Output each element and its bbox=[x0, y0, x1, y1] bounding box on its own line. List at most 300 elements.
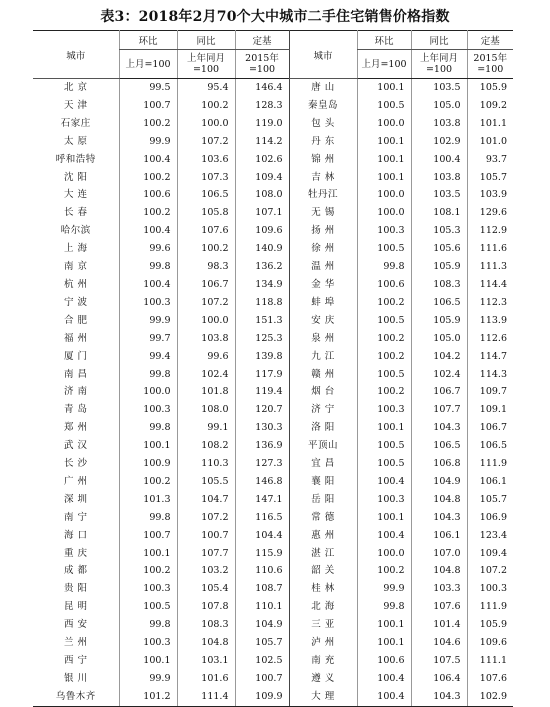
right-mom-cell: 100.4 bbox=[357, 688, 411, 706]
left-mom-cell: 100.3 bbox=[119, 634, 177, 652]
left-base-cell: 125.3 bbox=[235, 330, 289, 348]
left-city-cell: 上 海 bbox=[63, 243, 88, 255]
left-city-cell: 长 沙 bbox=[63, 458, 88, 470]
left-mom-cell: 99.4 bbox=[119, 348, 177, 366]
left-mom-cell: 100.3 bbox=[119, 294, 177, 312]
header-base-sub-left: 2015年=100 bbox=[235, 50, 289, 79]
right-yoy-cell: 105.9 bbox=[411, 312, 467, 330]
right-mom-cell: 100.1 bbox=[357, 79, 411, 97]
right-mom-cell: 100.2 bbox=[357, 383, 411, 401]
right-base-cell: 112.6 bbox=[467, 330, 513, 348]
left-base-cell: 130.3 bbox=[235, 419, 289, 437]
right-mom-cell: 99.8 bbox=[357, 598, 411, 616]
right-city-cell: 吉 林 bbox=[311, 171, 335, 183]
left-base-cell: 114.2 bbox=[235, 133, 289, 151]
left-mom-cell: 99.9 bbox=[119, 312, 177, 330]
left-city-cell: 兰 州 bbox=[63, 637, 88, 649]
right-mom-cell: 100.3 bbox=[357, 222, 411, 240]
left-city-cell: 广 州 bbox=[63, 475, 88, 487]
left-yoy-cell: 100.2 bbox=[177, 97, 235, 115]
right-city-cell: 南 充 bbox=[311, 655, 335, 666]
left-yoy-cell: 107.2 bbox=[177, 133, 235, 151]
right-yoy-cell: 103.3 bbox=[411, 580, 467, 598]
right-city-cell: 惠 州 bbox=[311, 529, 335, 541]
left-yoy-cell: 111.4 bbox=[177, 688, 235, 706]
left-mom-cell: 100.1 bbox=[119, 437, 177, 455]
left-yoy-cell: 103.2 bbox=[177, 562, 235, 580]
left-mom-cell: 99.8 bbox=[119, 258, 177, 276]
right-mom-cell: 100.1 bbox=[357, 133, 411, 151]
left-mom-cell: 99.8 bbox=[119, 616, 177, 634]
left-yoy-cell: 100.0 bbox=[177, 312, 235, 330]
right-mom-cell: 100.0 bbox=[357, 545, 411, 563]
right-city-cell: 锦 州 bbox=[311, 153, 335, 165]
right-yoy-cell: 106.4 bbox=[411, 670, 467, 688]
left-mom-cell: 101.3 bbox=[119, 491, 177, 509]
left-base-cell: 119.0 bbox=[235, 115, 289, 133]
right-mom-cell: 100.0 bbox=[357, 186, 411, 204]
left-yoy-cell: 107.6 bbox=[177, 222, 235, 240]
right-base-cell: 112.9 bbox=[467, 222, 513, 240]
right-mom-cell: 100.1 bbox=[357, 616, 411, 634]
left-city-cell: 南 宁 bbox=[63, 511, 88, 523]
left-city-cell: 武 汉 bbox=[63, 440, 88, 452]
left-city-cell: 郑 州 bbox=[63, 422, 88, 434]
right-city-cell: 秦皇岛 bbox=[307, 99, 338, 111]
right-mom-cell: 99.9 bbox=[357, 580, 411, 598]
table-row bbox=[33, 491, 513, 509]
right-base-cell: 105.9 bbox=[467, 79, 513, 97]
right-yoy-cell: 107.7 bbox=[411, 401, 467, 419]
right-base-cell: 114.7 bbox=[467, 348, 513, 366]
right-base-cell: 106.1 bbox=[467, 473, 513, 491]
left-base-cell: 146.4 bbox=[235, 79, 289, 97]
right-base-cell: 93.7 bbox=[467, 151, 513, 169]
right-mom-cell: 100.1 bbox=[357, 634, 411, 652]
left-city-cell: 南 昌 bbox=[63, 368, 88, 380]
right-city-cell: 遵 义 bbox=[311, 672, 335, 684]
left-yoy-cell: 105.8 bbox=[177, 204, 235, 222]
header-base-right: 定基 bbox=[467, 31, 513, 50]
left-mom-cell: 99.9 bbox=[119, 133, 177, 151]
left-city-cell: 天 津 bbox=[63, 99, 88, 111]
left-base-cell: 134.9 bbox=[235, 276, 289, 294]
right-base-cell: 105.7 bbox=[467, 169, 513, 187]
left-yoy-cell: 107.2 bbox=[177, 294, 235, 312]
right-mom-cell: 100.1 bbox=[357, 419, 411, 437]
left-yoy-cell: 107.3 bbox=[177, 169, 235, 187]
left-city-cell: 哈尔滨 bbox=[60, 225, 91, 237]
right-mom-cell: 100.5 bbox=[357, 366, 411, 384]
right-yoy-cell: 106.5 bbox=[411, 294, 467, 312]
table-row bbox=[33, 366, 513, 384]
right-mom-cell: 100.0 bbox=[357, 204, 411, 222]
left-mom-cell: 100.3 bbox=[119, 580, 177, 598]
right-base-cell: 109.2 bbox=[467, 97, 513, 115]
left-base-cell: 108.7 bbox=[235, 580, 289, 598]
right-base-cell: 106.5 bbox=[467, 437, 513, 455]
table-row bbox=[33, 97, 513, 115]
table-row bbox=[33, 652, 513, 670]
left-mom-cell: 100.4 bbox=[119, 276, 177, 294]
table-row bbox=[33, 151, 513, 169]
left-mom-cell: 100.2 bbox=[119, 169, 177, 187]
right-yoy-cell: 103.8 bbox=[411, 115, 467, 133]
left-city-cell: 太 原 bbox=[63, 135, 88, 147]
header-yoy-sub-left: 上年同月=100 bbox=[177, 50, 235, 79]
left-yoy-cell: 110.3 bbox=[177, 455, 235, 473]
left-base-cell: 105.7 bbox=[235, 634, 289, 652]
header-base-sub-right: 2015年=100 bbox=[467, 50, 513, 79]
right-city-cell: 丹 东 bbox=[311, 135, 335, 147]
right-mom-cell: 99.8 bbox=[357, 258, 411, 276]
left-mom-cell: 100.2 bbox=[119, 562, 177, 580]
right-yoy-cell: 105.0 bbox=[411, 330, 467, 348]
left-yoy-cell: 100.7 bbox=[177, 527, 235, 545]
right-base-cell: 129.6 bbox=[467, 204, 513, 222]
left-city-cell: 长 春 bbox=[63, 207, 88, 219]
right-city-cell: 金 华 bbox=[311, 278, 335, 290]
right-city-cell: 九 江 bbox=[311, 350, 335, 362]
left-yoy-cell: 103.1 bbox=[177, 652, 235, 670]
table-row bbox=[33, 330, 513, 348]
left-base-cell: 109.6 bbox=[235, 222, 289, 240]
left-yoy-cell: 99.1 bbox=[177, 419, 235, 437]
table-row bbox=[33, 240, 513, 258]
right-mom-cell: 100.2 bbox=[357, 294, 411, 312]
right-mom-cell: 100.3 bbox=[357, 491, 411, 509]
right-yoy-cell: 104.3 bbox=[411, 688, 467, 706]
left-mom-cell: 100.2 bbox=[119, 115, 177, 133]
left-base-cell: 119.4 bbox=[235, 383, 289, 401]
right-base-cell: 106.7 bbox=[467, 419, 513, 437]
table-row bbox=[33, 222, 513, 240]
right-base-cell: 100.3 bbox=[467, 580, 513, 598]
right-base-cell: 107.6 bbox=[467, 670, 513, 688]
left-yoy-cell: 108.2 bbox=[177, 437, 235, 455]
right-base-cell: 106.9 bbox=[467, 509, 513, 527]
left-base-cell: 100.7 bbox=[235, 670, 289, 688]
right-base-cell: 109.7 bbox=[467, 383, 513, 401]
right-yoy-cell: 106.1 bbox=[411, 527, 467, 545]
left-city-cell: 杭 州 bbox=[63, 278, 88, 290]
right-city-cell: 洛 阳 bbox=[311, 422, 335, 434]
left-mom-cell: 100.3 bbox=[119, 401, 177, 419]
header-yoy-right: 同比 bbox=[411, 31, 467, 50]
table-row bbox=[33, 670, 513, 688]
right-mom-cell: 100.6 bbox=[357, 276, 411, 294]
header-yoy-sub-right: 上年同月=100 bbox=[411, 50, 467, 79]
left-mom-cell: 99.5 bbox=[119, 79, 177, 97]
left-mom-cell: 99.6 bbox=[119, 240, 177, 258]
left-yoy-cell: 107.2 bbox=[177, 509, 235, 527]
left-yoy-cell: 100.0 bbox=[177, 115, 235, 133]
right-yoy-cell: 100.4 bbox=[411, 151, 467, 169]
left-mom-cell: 100.1 bbox=[119, 652, 177, 670]
table-row bbox=[33, 133, 513, 151]
left-yoy-cell: 107.8 bbox=[177, 598, 235, 616]
left-city-cell: 重 庆 bbox=[63, 547, 88, 559]
left-yoy-cell: 102.4 bbox=[177, 366, 235, 384]
left-base-cell: 146.8 bbox=[235, 473, 289, 491]
right-yoy-cell: 104.2 bbox=[411, 348, 467, 366]
left-city-cell: 海 口 bbox=[63, 529, 88, 541]
left-base-cell: 151.3 bbox=[235, 312, 289, 330]
table-row bbox=[33, 383, 513, 401]
table-row bbox=[33, 545, 513, 563]
right-base-cell: 111.1 bbox=[467, 652, 513, 670]
left-base-cell: 128.3 bbox=[235, 97, 289, 115]
left-city-cell: 西 安 bbox=[63, 619, 88, 631]
right-yoy-cell: 107.6 bbox=[411, 598, 467, 616]
right-mom-cell: 100.5 bbox=[357, 240, 411, 258]
right-mom-cell: 100.5 bbox=[357, 312, 411, 330]
right-mom-cell: 100.5 bbox=[357, 455, 411, 473]
right-city-cell: 襄 阳 bbox=[311, 475, 335, 487]
right-yoy-cell: 104.3 bbox=[411, 509, 467, 527]
right-yoy-cell: 104.8 bbox=[411, 562, 467, 580]
table-row bbox=[33, 115, 513, 133]
header-city-right: 城市 bbox=[289, 31, 357, 79]
right-city-cell: 赣 州 bbox=[311, 368, 335, 380]
left-mom-cell: 100.2 bbox=[119, 204, 177, 222]
right-base-cell: 112.3 bbox=[467, 294, 513, 312]
left-base-cell: 147.1 bbox=[235, 491, 289, 509]
right-city-cell: 唐 山 bbox=[311, 82, 335, 93]
left-base-cell: 118.8 bbox=[235, 294, 289, 312]
right-base-cell: 101.1 bbox=[467, 115, 513, 133]
left-base-cell: 117.9 bbox=[235, 366, 289, 384]
header-mom-right: 环比 bbox=[357, 31, 411, 50]
left-base-cell: 110.6 bbox=[235, 562, 289, 580]
table-header bbox=[33, 31, 513, 79]
right-city-cell: 北 海 bbox=[311, 601, 335, 613]
right-base-cell: 109.1 bbox=[467, 401, 513, 419]
right-base-cell: 107.2 bbox=[467, 562, 513, 580]
right-city-cell: 桂 林 bbox=[311, 583, 335, 595]
table-row bbox=[33, 258, 513, 276]
left-yoy-cell: 105.5 bbox=[177, 473, 235, 491]
right-base-cell: 111.9 bbox=[467, 455, 513, 473]
left-yoy-cell: 107.7 bbox=[177, 545, 235, 563]
table-row bbox=[33, 455, 513, 473]
left-mom-cell: 100.6 bbox=[119, 186, 177, 204]
right-mom-cell: 100.4 bbox=[357, 473, 411, 491]
table-row bbox=[33, 419, 513, 437]
left-base-cell: 104.9 bbox=[235, 616, 289, 634]
left-yoy-cell: 106.5 bbox=[177, 186, 235, 204]
table-body bbox=[33, 79, 513, 707]
right-city-cell: 徐 州 bbox=[311, 243, 335, 255]
left-mom-cell: 100.4 bbox=[119, 222, 177, 240]
table-row bbox=[33, 616, 513, 634]
left-base-cell: 136.9 bbox=[235, 437, 289, 455]
right-city-cell: 大 理 bbox=[289, 688, 357, 706]
table-row bbox=[33, 79, 513, 97]
right-mom-cell: 100.4 bbox=[357, 670, 411, 688]
left-mom-cell: 100.1 bbox=[119, 545, 177, 563]
right-city-cell: 韶 关 bbox=[311, 565, 335, 577]
left-yoy-cell: 108.0 bbox=[177, 401, 235, 419]
right-yoy-cell: 105.6 bbox=[411, 240, 467, 258]
left-city-cell: 乌鲁木齐 bbox=[33, 688, 119, 706]
left-city-cell: 宁 波 bbox=[63, 296, 88, 308]
left-base-cell: 102.5 bbox=[235, 652, 289, 670]
left-base-cell: 102.6 bbox=[235, 151, 289, 169]
left-city-cell: 合 肥 bbox=[63, 314, 88, 326]
right-mom-cell: 100.2 bbox=[357, 562, 411, 580]
left-mom-cell: 100.5 bbox=[119, 598, 177, 616]
right-city-cell: 湛 江 bbox=[311, 547, 335, 559]
table-row bbox=[33, 276, 513, 294]
right-base-cell: 109.4 bbox=[467, 545, 513, 563]
left-base-cell: 104.4 bbox=[235, 527, 289, 545]
left-city-cell: 西 宁 bbox=[63, 655, 88, 666]
right-city-cell: 岳 阳 bbox=[311, 493, 335, 505]
right-yoy-cell: 102.4 bbox=[411, 366, 467, 384]
table-row bbox=[33, 634, 513, 652]
right-base-cell: 109.6 bbox=[467, 634, 513, 652]
table-row bbox=[33, 169, 513, 187]
right-city-cell: 无 锡 bbox=[311, 207, 335, 219]
left-base-cell: 109.4 bbox=[235, 169, 289, 187]
left-base-cell: 108.0 bbox=[235, 186, 289, 204]
right-yoy-cell: 106.5 bbox=[411, 437, 467, 455]
right-yoy-cell: 101.4 bbox=[411, 616, 467, 634]
right-mom-cell: 100.4 bbox=[357, 527, 411, 545]
left-mom-cell: 100.4 bbox=[119, 151, 177, 169]
right-city-cell: 济 宁 bbox=[311, 404, 335, 416]
left-yoy-cell: 108.3 bbox=[177, 616, 235, 634]
table-row bbox=[33, 437, 513, 455]
left-city-cell: 济 南 bbox=[63, 386, 88, 398]
right-mom-cell: 100.0 bbox=[357, 115, 411, 133]
header-mom-left: 环比 bbox=[119, 31, 177, 50]
left-city-cell: 沈 阳 bbox=[63, 171, 88, 183]
right-base-cell: 111.6 bbox=[467, 240, 513, 258]
right-yoy-cell: 104.9 bbox=[411, 473, 467, 491]
left-yoy-cell: 103.6 bbox=[177, 151, 235, 169]
right-yoy-cell: 108.3 bbox=[411, 276, 467, 294]
left-city-cell: 深 圳 bbox=[63, 493, 88, 505]
right-yoy-cell: 104.3 bbox=[411, 419, 467, 437]
left-mom-cell: 100.7 bbox=[119, 97, 177, 115]
right-mom-cell: 100.3 bbox=[357, 401, 411, 419]
right-city-cell: 包 头 bbox=[311, 117, 335, 129]
right-mom-cell: 100.1 bbox=[357, 151, 411, 169]
right-city-cell: 泉 州 bbox=[311, 332, 335, 344]
left-yoy-cell: 105.4 bbox=[177, 580, 235, 598]
left-city-cell: 南 京 bbox=[63, 261, 88, 273]
left-base-cell: 110.1 bbox=[235, 598, 289, 616]
left-mom-cell: 100.7 bbox=[119, 527, 177, 545]
header-yoy-left: 同比 bbox=[177, 31, 235, 50]
right-yoy-cell: 103.8 bbox=[411, 169, 467, 187]
table-row bbox=[33, 580, 513, 598]
left-mom-cell: 100.0 bbox=[119, 383, 177, 401]
left-city-cell: 昆 明 bbox=[63, 601, 88, 613]
right-yoy-cell: 107.0 bbox=[411, 545, 467, 563]
left-mom-cell: 99.8 bbox=[119, 509, 177, 527]
right-mom-cell: 100.1 bbox=[357, 509, 411, 527]
table-row bbox=[33, 312, 513, 330]
left-city-cell: 呼和浩特 bbox=[55, 153, 96, 165]
left-yoy-cell: 101.8 bbox=[177, 383, 235, 401]
right-city-cell: 泸 州 bbox=[311, 637, 335, 649]
left-yoy-cell: 101.6 bbox=[177, 670, 235, 688]
right-base-cell: 113.9 bbox=[467, 312, 513, 330]
left-base-cell: 139.8 bbox=[235, 348, 289, 366]
right-yoy-cell: 106.7 bbox=[411, 383, 467, 401]
left-yoy-cell: 100.2 bbox=[177, 240, 235, 258]
header-mom-sub-right: 上月=100 bbox=[357, 50, 411, 79]
right-mom-cell: 100.5 bbox=[357, 437, 411, 455]
table-row bbox=[33, 527, 513, 545]
right-mom-cell: 100.1 bbox=[357, 169, 411, 187]
table-title: 表3：2018年2月70个大中城市二手住宅销售价格指数 bbox=[100, 9, 450, 25]
right-city-cell: 烟 台 bbox=[311, 386, 335, 398]
right-yoy-cell: 106.8 bbox=[411, 455, 467, 473]
right-city-cell: 蚌 埠 bbox=[311, 296, 335, 308]
right-yoy-cell: 105.3 bbox=[411, 222, 467, 240]
right-yoy-cell: 108.1 bbox=[411, 204, 467, 222]
left-yoy-cell: 95.4 bbox=[177, 79, 235, 97]
right-mom-cell: 100.2 bbox=[357, 348, 411, 366]
right-base-cell: 105.9 bbox=[467, 616, 513, 634]
right-base-cell: 111.3 bbox=[467, 258, 513, 276]
left-yoy-cell: 106.7 bbox=[177, 276, 235, 294]
left-base-cell: 136.2 bbox=[235, 258, 289, 276]
table-row bbox=[33, 186, 513, 204]
left-mom-cell: 99.8 bbox=[119, 419, 177, 437]
left-city-cell: 贵 阳 bbox=[63, 583, 88, 595]
right-city-cell: 安 庆 bbox=[311, 314, 335, 326]
left-mom-cell: 99.8 bbox=[119, 366, 177, 384]
left-yoy-cell: 98.3 bbox=[177, 258, 235, 276]
table-row bbox=[33, 562, 513, 580]
left-yoy-cell: 104.8 bbox=[177, 634, 235, 652]
right-yoy-cell: 103.5 bbox=[411, 186, 467, 204]
left-city-cell: 大 连 bbox=[63, 189, 88, 201]
header-mom-sub-left: 上月=100 bbox=[119, 50, 177, 79]
right-city-cell: 宜 昌 bbox=[311, 458, 335, 470]
right-mom-cell: 100.5 bbox=[357, 97, 411, 115]
right-yoy-cell: 107.5 bbox=[411, 652, 467, 670]
header-city-left: 城市 bbox=[33, 31, 119, 79]
table-row bbox=[33, 473, 513, 491]
table-row bbox=[33, 509, 513, 527]
left-yoy-cell: 103.8 bbox=[177, 330, 235, 348]
right-city-cell: 扬 州 bbox=[311, 225, 335, 237]
right-base-cell: 111.9 bbox=[467, 598, 513, 616]
right-yoy-cell: 104.8 bbox=[411, 491, 467, 509]
right-base-cell: 114.3 bbox=[467, 366, 513, 384]
table-row bbox=[33, 401, 513, 419]
left-base-cell: 109.9 bbox=[235, 688, 289, 706]
left-city-cell: 福 州 bbox=[63, 332, 88, 344]
left-base-cell: 115.9 bbox=[235, 545, 289, 563]
left-city-cell: 北 京 bbox=[63, 82, 88, 93]
left-base-cell: 107.1 bbox=[235, 204, 289, 222]
right-yoy-cell: 105.9 bbox=[411, 258, 467, 276]
right-base-cell: 103.9 bbox=[467, 186, 513, 204]
right-base-cell: 114.4 bbox=[467, 276, 513, 294]
left-city-cell: 厦 门 bbox=[63, 350, 88, 362]
left-mom-cell: 100.9 bbox=[119, 455, 177, 473]
right-yoy-cell: 103.5 bbox=[411, 79, 467, 97]
right-base-cell: 101.0 bbox=[467, 133, 513, 151]
right-base-cell: 105.7 bbox=[467, 491, 513, 509]
